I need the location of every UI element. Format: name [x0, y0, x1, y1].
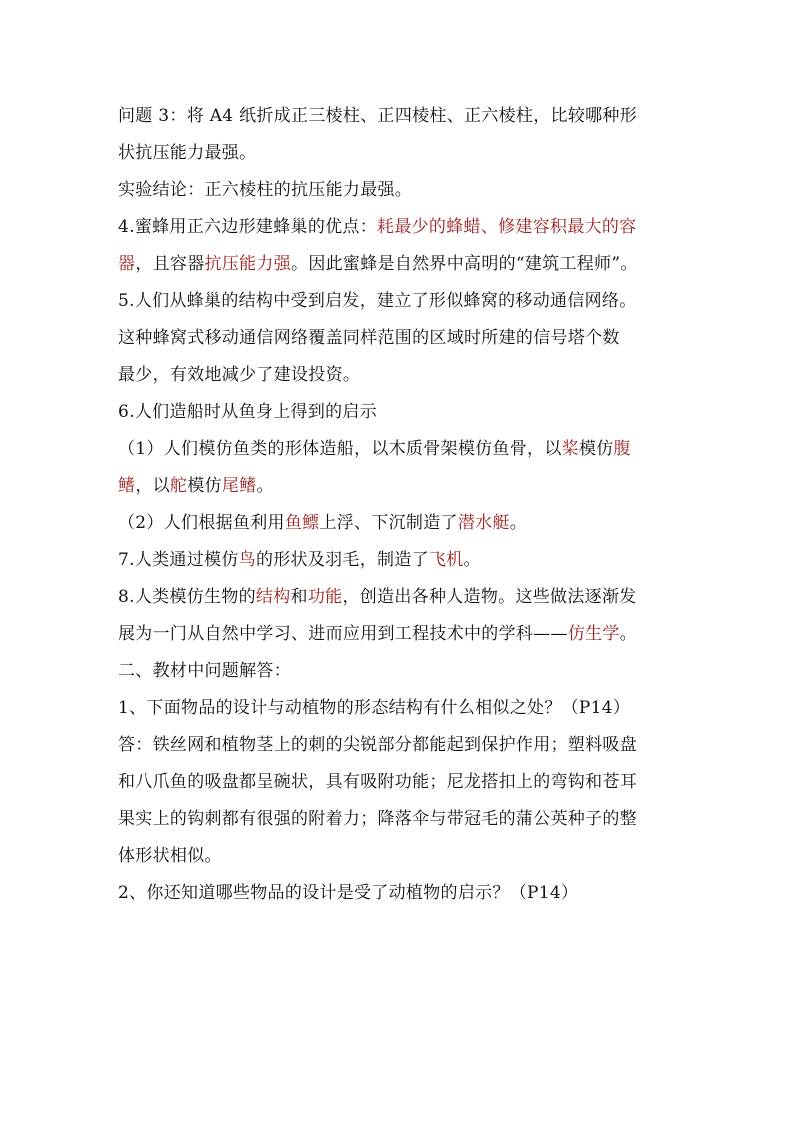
text-segment: （2）人们根据鱼利用 — [118, 513, 285, 533]
text-line — [118, 357, 698, 394]
text-segment: 和八爪鱼的吸盘都呈碗状，具有吸附功能；尼龙搭扣上的弯钩和苍耳 — [118, 772, 637, 792]
highlighted-text: 鳍 — [118, 476, 136, 496]
text-line — [118, 505, 698, 542]
highlighted-text: 潜水艇 — [457, 513, 510, 533]
text-segment: 上浮、下沉制造了 — [319, 513, 458, 533]
text-segment: 模仿 — [578, 439, 614, 459]
text-segment: 和 — [290, 587, 308, 607]
text-segment: 的形状及羽毛，制造了 — [255, 550, 429, 570]
text-segment: 2、你还知道哪些物品的设计是受了动植物的启示？（P14） — [118, 883, 579, 903]
text-line — [118, 468, 698, 505]
text-segment: 体形状相似。 — [118, 846, 222, 866]
text-line — [118, 579, 698, 616]
text-segment: 。 — [463, 550, 481, 570]
highlighted-text: 结构 — [255, 587, 291, 607]
highlighted-text: 抗压能力强 — [204, 254, 292, 274]
text-segment: 模仿 — [187, 476, 222, 496]
text-segment: 1、下面物品的设计与动植物的形态结构有什么相似之处？（P14） — [118, 698, 631, 718]
text-line — [118, 283, 698, 320]
text-segment: 。 — [619, 624, 638, 644]
text-line — [118, 875, 698, 912]
highlighted-text: 仿生学 — [567, 624, 620, 644]
text-line — [118, 838, 698, 875]
text-segment: 最少，有效地减少了建设投资。 — [118, 365, 361, 385]
text-segment: 。 — [509, 513, 528, 533]
text-segment: 6.人们造船时从鱼身上得到的启示 — [118, 402, 378, 422]
text-line — [118, 394, 698, 431]
text-line — [118, 209, 698, 246]
text-segment: 这种蜂窝式移动通信网络覆盖同样范围的区域时所建的信号塔个数 — [118, 328, 620, 348]
text-line — [118, 653, 698, 690]
highlighted-text: 器 — [118, 254, 136, 274]
text-line — [118, 727, 698, 764]
text-line — [118, 135, 698, 172]
highlighted-text: 鸟 — [238, 550, 256, 570]
text-segment: 二、教材中问题解答： — [118, 661, 291, 681]
text-line — [118, 431, 698, 468]
text-segment: 。 — [256, 476, 274, 496]
text-line — [118, 542, 698, 579]
text-segment: ，创造出各种人造物。这些做法逐渐发 — [342, 587, 637, 607]
text-segment: 8.人类模仿生物的 — [118, 587, 256, 607]
highlighted-text: 鱼鳔 — [284, 513, 320, 533]
text-line — [118, 320, 698, 357]
text-segment: 4.蜜蜂用正六边形建蜂巢的优点： — [118, 217, 378, 237]
text-line — [118, 801, 698, 838]
text-segment: 展为一门从自然中学习、进而应用到工程技术中的学科—— — [118, 624, 568, 644]
text-segment: ，以 — [135, 476, 170, 496]
text-line — [118, 764, 698, 801]
highlighted-text: 腹 — [613, 439, 631, 459]
text-line — [118, 690, 698, 727]
highlighted-text: 尾鳍 — [221, 476, 257, 496]
text-segment: 状抗压能力最强。 — [118, 143, 257, 163]
text-line — [118, 246, 698, 283]
highlighted-text: 桨 — [561, 439, 579, 459]
text-segment: （1）人们模仿鱼类的形体造船，以木质骨架模仿鱼骨，以 — [118, 439, 562, 459]
highlighted-text: 功能 — [307, 587, 343, 607]
text-segment: 。因此蜜蜂是自然界中高明的“建筑工程师”。 — [291, 254, 638, 274]
text-line — [118, 98, 698, 135]
text-line — [118, 616, 698, 653]
highlighted-text: 耗最少的蜂蜡、修建容积最大的容 — [377, 217, 637, 237]
text-segment: 果实上的钩刺都有很强的附着力；降落伞与带冠毛的蒲公英种子的整 — [118, 809, 637, 829]
highlighted-text: 飞机 — [428, 550, 464, 570]
text-segment: 答：铁丝网和植物茎上的刺的尖锐部分都能起到保护作用；塑料吸盘 — [118, 735, 637, 755]
text-segment: 7.人类通过模仿 — [118, 550, 239, 570]
text-segment: 问题 3：将 A4 纸折成正三棱柱、正四棱柱、正六棱柱，比较哪种形 — [118, 106, 638, 126]
text-segment: 实验结论：正六棱柱的抗压能力最强。 — [118, 180, 413, 200]
highlighted-text: 舵 — [169, 476, 188, 496]
text-line — [118, 172, 698, 209]
document-body — [118, 98, 698, 912]
text-segment: ，且容器 — [135, 254, 205, 274]
text-segment: 5.人们从蜂巢的结构中受到启发，建立了形似蜂窝的移动通信网络。 — [118, 291, 637, 311]
